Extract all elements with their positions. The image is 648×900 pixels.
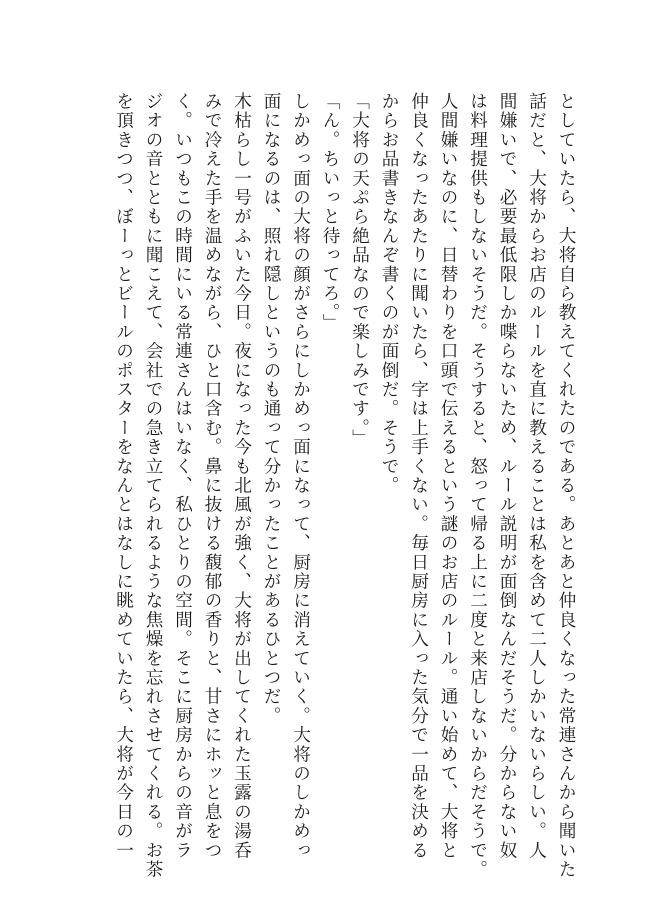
text-column: 面になるのは、照れ隠しというのも通って分かったことがあるひとつだ。 <box>261 92 281 726</box>
text-column: としていたら、大将自ら教えてくれたのである。あとあと仲良くなった常連さんから聞いた <box>556 92 576 880</box>
dialogue-line: 「ん。ちいっと待ってろ。」 <box>320 92 340 333</box>
text-column: 話だと、大将からお店のルールを直に教えることは私を含めて二人しかいないらしい。人 <box>526 92 547 860</box>
text-column: しかめっ面の大将の顔がさらにしかめっ面になって、厨房に消えていく。大将のしかめっ <box>290 92 311 860</box>
text-column: 人間嫌いなのに、日替わりを口頭で伝えるという謎のお店のルール。通い始めて、大将と <box>438 92 458 860</box>
text-column: ジオの音とともに聞こえて、会社での急き立てられるような焦燥を忘れさせてくれる。お茶 <box>143 92 163 880</box>
dialogue-line: 「大将の天ぷら絶品なので楽しみです。」 <box>349 92 370 448</box>
text-column: みで冷えた手を温めながら、ひと口含む。鼻に抜ける馥郁の香りと、甘さにホッと息をつ <box>202 92 222 860</box>
text-column: からお品書きなんぞ書くのが面倒だ。そうで。 <box>379 92 399 496</box>
text-column: 木枯らし一号がふいた今日。夜になった今も北風が強く、大将が出してくれた玉露の湯呑 <box>231 92 252 860</box>
text-column: 仲良くなったあたりに聞いたら、字は上手くない。毎日厨房に入った気分で一品を決める <box>408 92 429 860</box>
text-column: を頂きつつ、ぼーっとビールのポスターをなんとはなしに眺めていたら、大将が今日の一 <box>113 92 134 860</box>
text-column: く。いつもこの時間にいる常連さんはいなく、私ひとりの空間。そこに厨房からの音がラ <box>172 92 193 860</box>
vertical-text-block <box>60 92 580 880</box>
text-column: 間嫌いで、必要最低限しか喋らないため、ルール説明が面倒なんだそうだ。分からない奴 <box>497 92 517 860</box>
text-column: は料理提供もしないそうだ。そうすると、怒って帰る上に二度と来店しないからだそうで。 <box>467 92 488 880</box>
